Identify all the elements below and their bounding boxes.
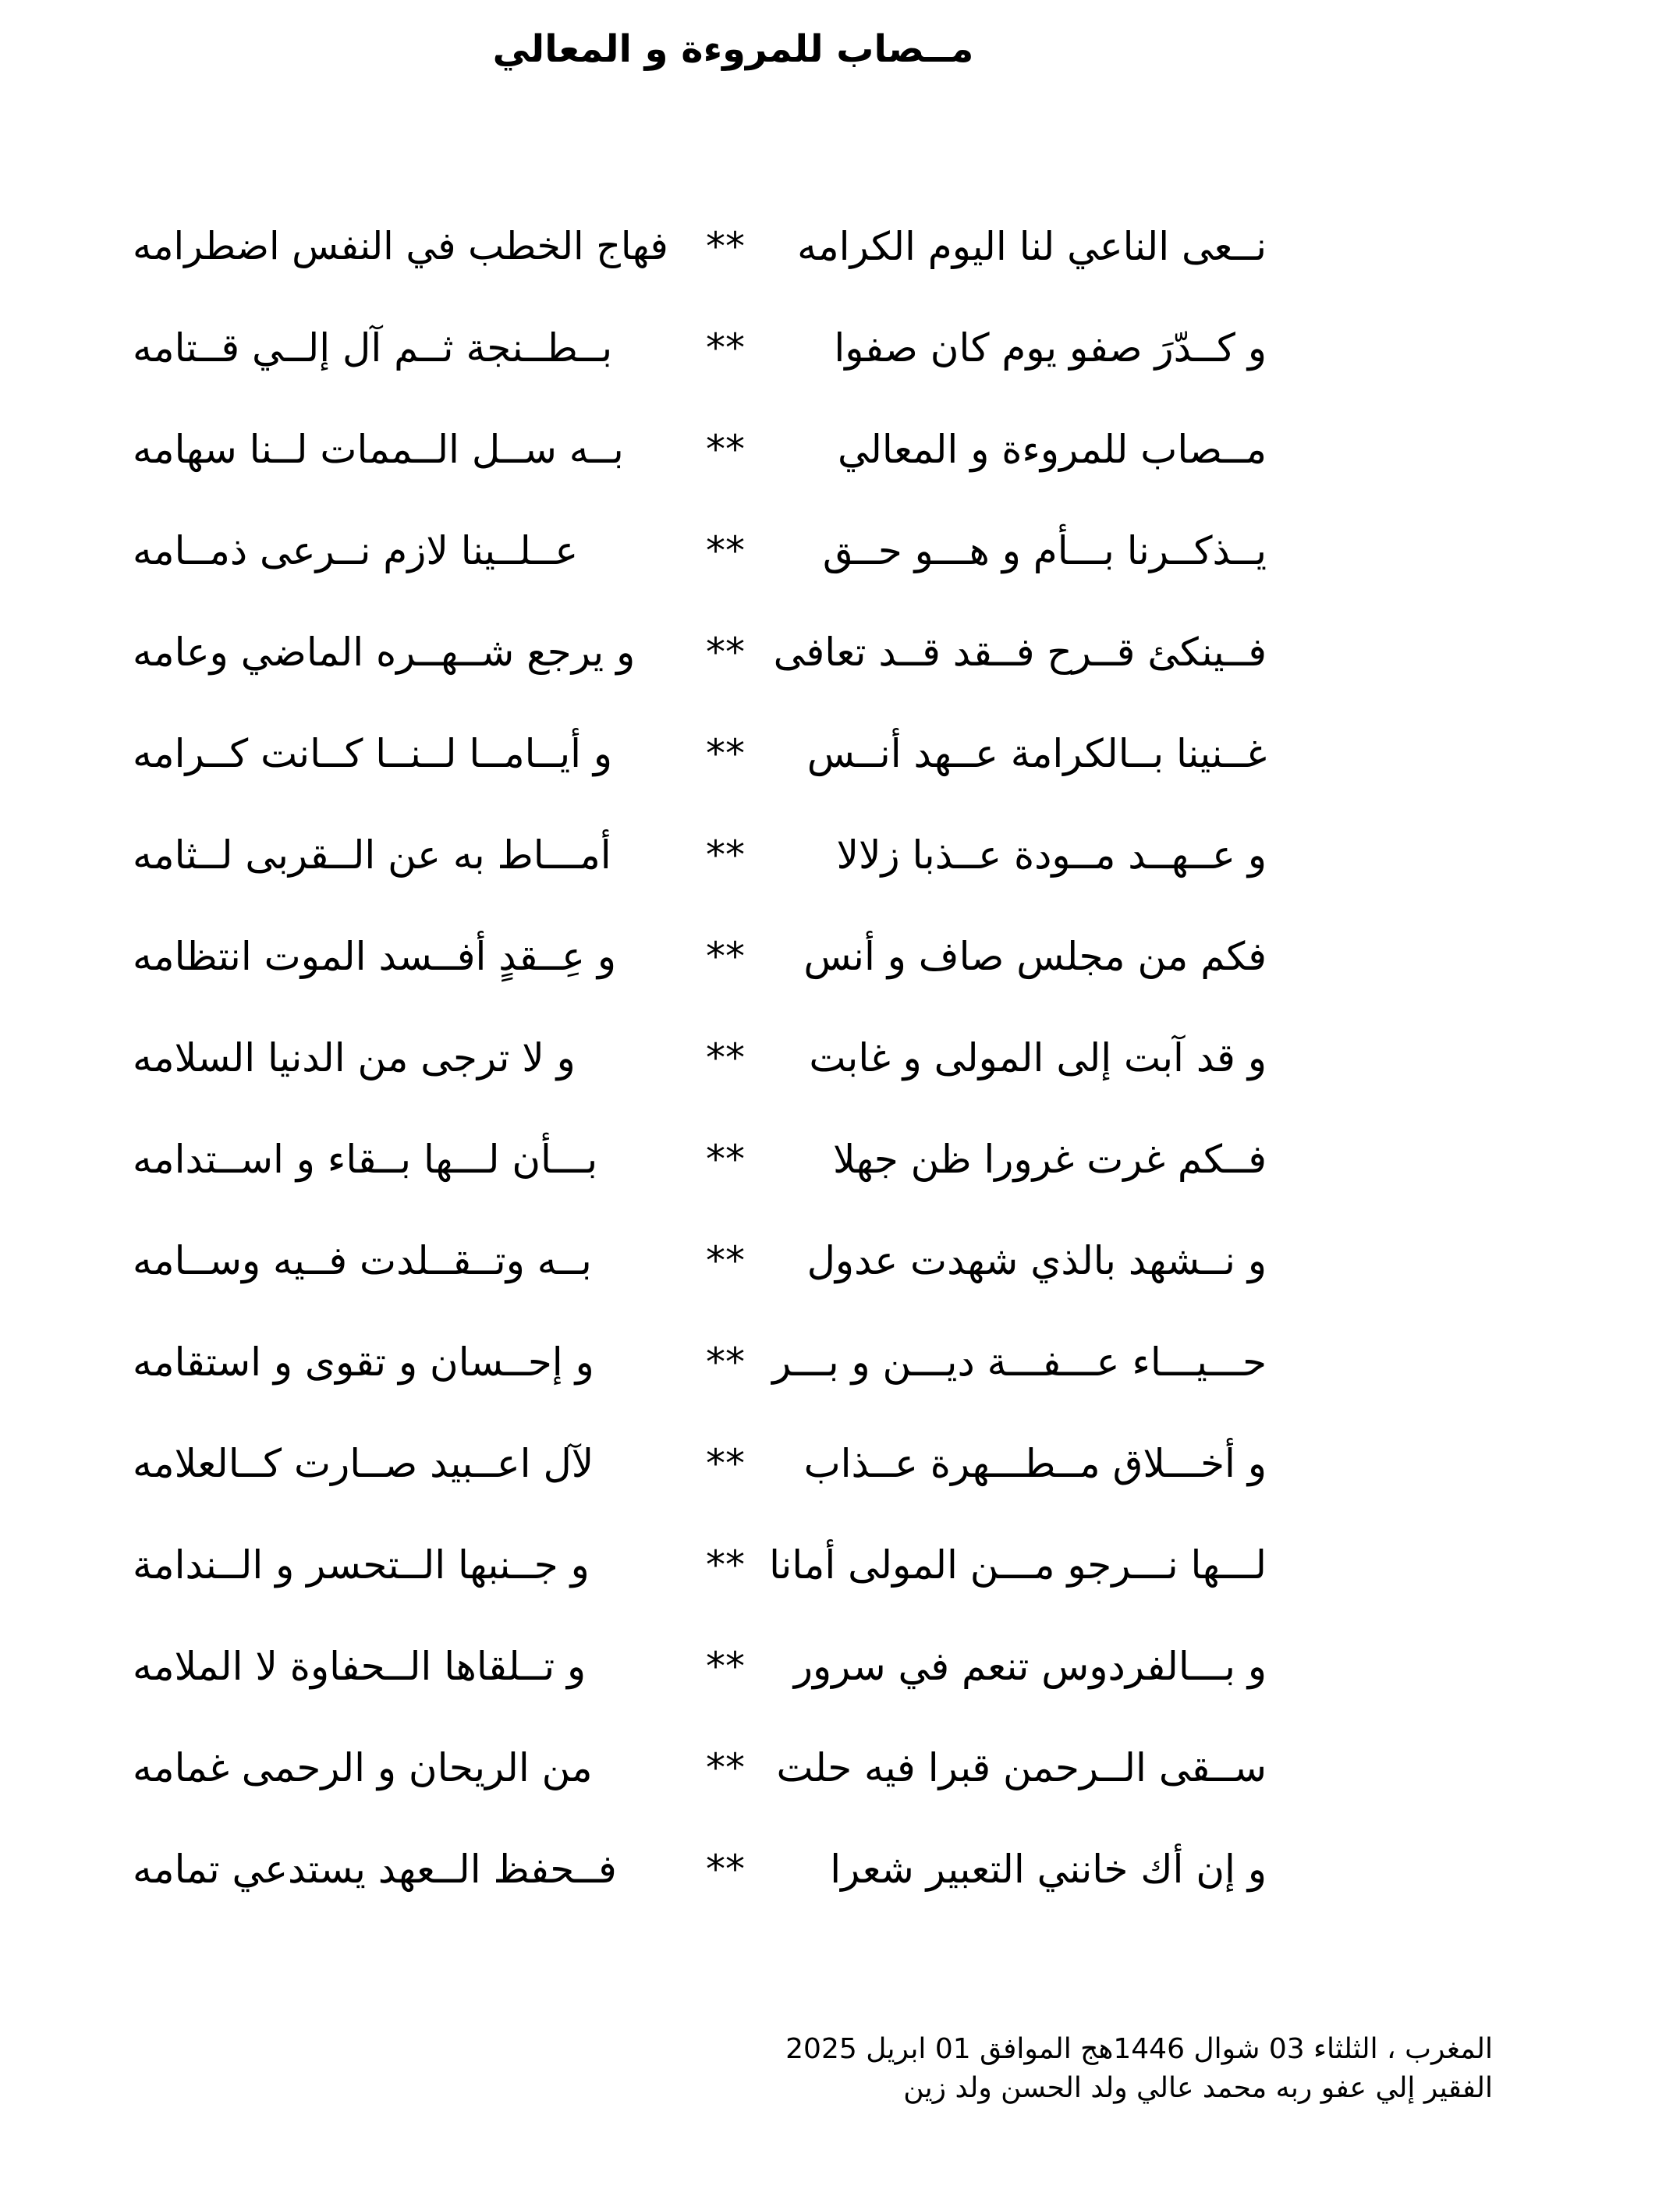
second-hemistich: و إحــسان و تقوى و استقامه [133, 1340, 594, 1385]
verse-line [0, 601, 1680, 702]
verse-line [0, 1716, 1680, 1818]
second-hemistich: بــه وتــقــلدت فــيه وســامه [133, 1238, 592, 1283]
second-hemistich: لآل اعــبيد صــارت كــالعلامه [133, 1441, 594, 1486]
hemistich-separator: ** [706, 934, 745, 979]
hemistich-separator: ** [706, 427, 745, 472]
second-hemistich: بـــأن لـــها بــقاء و اســتدامه [133, 1137, 598, 1182]
verse-line [0, 804, 1680, 905]
verse-line [0, 296, 1680, 398]
first-hemistich: لـــها نـــرجو مـــن المولى أمانا [769, 1542, 1267, 1588]
verse-line [0, 1818, 1680, 1919]
second-hemistich: من الريحان و الرحمى غمامه [133, 1745, 593, 1790]
first-hemistich: نــعى الناعي لنا اليوم الكرامه [797, 224, 1267, 269]
verse-line [0, 1006, 1680, 1108]
hemistich-separator: ** [706, 1441, 745, 1486]
verse-line [0, 499, 1680, 601]
first-hemistich: و عــهــد مــودة عــذبا زلالا [836, 832, 1267, 878]
hemistich-separator: ** [706, 1340, 745, 1385]
second-hemistich: بــه ســل الــممات لــنا سهامه [133, 427, 624, 472]
second-hemistich: و يرجع شــهــره الماضي وعامه [133, 630, 636, 675]
hemistich-separator: ** [706, 832, 745, 878]
first-hemistich: ســقى الــرحمن قبرا فيه حلت [776, 1745, 1267, 1790]
hemistich-separator: ** [706, 1644, 745, 1689]
first-hemistich: حـــيـــاء عـــفـــة ديـــن و بـــر [772, 1340, 1267, 1385]
first-hemistich: و كــدّرَ صفو يوم كان صفوا [834, 325, 1267, 371]
author-line: الفقير إلي عفو ربه محمد عالي ولد الحسن ولد زين [903, 2072, 1493, 2104]
first-hemistich: فكم من مجلس صاف و أنس [803, 934, 1267, 979]
second-hemistich: و عِــقدٍ أفــسد الموت انتظامه [133, 934, 616, 979]
hemistich-separator: ** [706, 1542, 745, 1588]
hemistich-separator: ** [706, 1137, 745, 1182]
poem-title: مــصاب للمروءة و المعالي [492, 27, 974, 71]
second-hemistich: و تــلقاها الــحفاوة لا الملامه [133, 1644, 587, 1689]
hemistich-separator: ** [706, 731, 745, 776]
verse-line [0, 1513, 1680, 1615]
verse-line [0, 398, 1680, 499]
poem-body [0, 195, 1680, 1919]
date-line: المغرب ، الثلثاء 03 شوال 1446هج الموافق 01 ابريل 2025 [785, 2033, 1493, 2065]
hemistich-separator: ** [706, 1847, 745, 1892]
verse-line [0, 1615, 1680, 1716]
second-hemistich: أمـــاط به عن الــقربى لــثامه [133, 832, 611, 878]
first-hemistich: و قد آبت إلى المولى و غابت [809, 1035, 1267, 1081]
verse-line [0, 905, 1680, 1006]
first-hemistich: و إن أك خانني التعبير شعرا [830, 1847, 1267, 1892]
second-hemistich: و جــنبها الــتحسر و الــندامة [133, 1542, 590, 1588]
hemistich-separator: ** [706, 224, 745, 269]
second-hemistich: فــحفظ الــعهد يستدعي تمامه [133, 1847, 617, 1892]
hemistich-separator: ** [706, 1238, 745, 1283]
first-hemistich: يــذكــرنا بـــأم و هـــو حــق [822, 528, 1267, 573]
verse-line [0, 195, 1680, 296]
hemistich-separator: ** [706, 1745, 745, 1790]
hemistich-separator: ** [706, 1035, 745, 1081]
second-hemistich: بــطــنجة ثــم آل إلــي قــتامه [133, 325, 613, 371]
verse-line [0, 1108, 1680, 1209]
first-hemistich: و أخـــلاق مــطـــهرة عــذاب [803, 1441, 1267, 1486]
second-hemistich: و لا ترجى من الدنيا السلامه [133, 1035, 576, 1081]
verse-line [0, 1311, 1680, 1412]
first-hemistich: مــصاب للمروءة و المعالي [838, 427, 1267, 472]
signature-block [785, 2030, 1493, 2108]
hemistich-separator: ** [706, 528, 745, 573]
verse-line [0, 1209, 1680, 1311]
first-hemistich: و نــشهد بالذي شهدت عدول [806, 1238, 1267, 1283]
verse-line [0, 1412, 1680, 1513]
second-hemistich: فهاج الخطب في النفس اضطرامه [133, 224, 668, 268]
first-hemistich: فــكم غرت غرورا ظن جهلا [832, 1137, 1267, 1182]
hemistich-separator: ** [706, 325, 745, 371]
first-hemistich: فــينكئ قــرح فــقد قــد تعافى [773, 630, 1267, 675]
second-hemistich: عــلــينا لازم نــرعى ذمــامه [133, 528, 579, 573]
verse-line [0, 702, 1680, 804]
first-hemistich: غــنينا بــالكرامة عــهد أنــس [806, 731, 1267, 776]
second-hemistich: و أيــامــا لــنــا كــانت كــرامه [133, 731, 613, 776]
hemistich-separator: ** [706, 630, 745, 675]
first-hemistich: و بـــالفردوس تنعم في سرور [793, 1644, 1267, 1689]
